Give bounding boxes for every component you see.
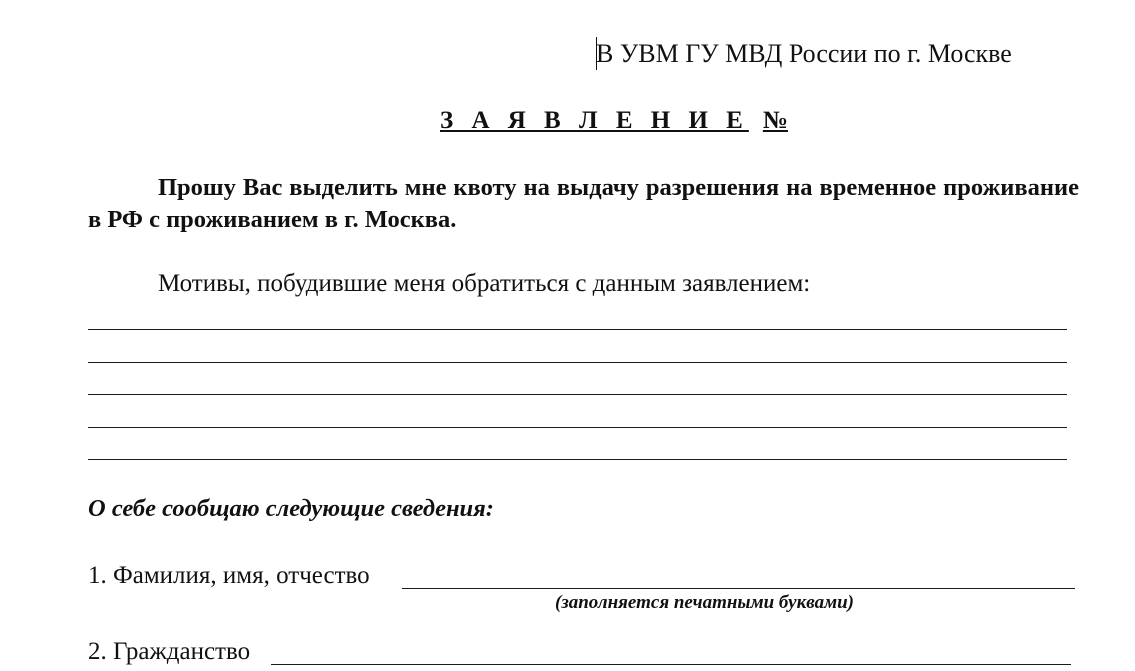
motives-label: Мотивы, побудившие меня обратиться с данным заявлением: [158,270,811,297]
full-name-hint: (заполняется печатными буквами) [555,592,854,613]
request-paragraph: Прошу Вас выделить мне квоту на выдачу разрешения на временное проживание в РФ с проживанием в г. Москва. [88,174,1079,233]
number-sign: № [762,107,788,134]
motives-line-3[interactable] [88,394,1067,395]
title-label: З А Я В Л Е Н И Е [440,107,749,134]
citizenship-field[interactable] [271,664,1071,665]
full-name-label: 1. Фамилия, имя, отчество [88,562,370,589]
motives-line-5[interactable] [88,459,1067,460]
addressee-line: В УВМ ГУ МВД России по г. Москве [596,39,1012,68]
about-heading: О себе сообщаю следующие сведения: [88,495,494,522]
motives-line-4[interactable] [88,427,1067,428]
motives-line-2[interactable] [88,362,1067,363]
full-name-field[interactable] [402,588,1075,589]
citizenship-label: 2. Гражданство [88,638,251,665]
document-title [440,104,788,138]
motives-line-1[interactable] [88,329,1067,330]
